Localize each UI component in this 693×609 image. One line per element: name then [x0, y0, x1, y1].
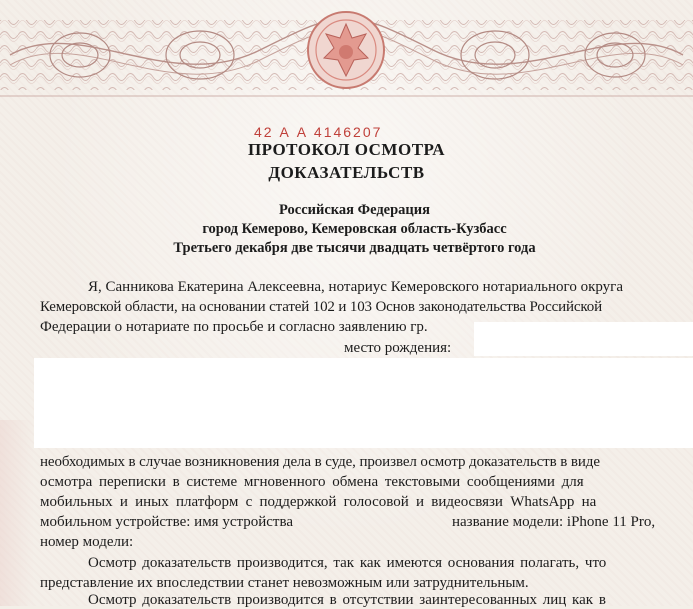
ornamental-border-icon — [0, 0, 693, 118]
paragraph2-line5: номер модели: — [40, 534, 134, 550]
paragraph4-line1: Осмотр доказательств производится в отсутствии заинтересованных лиц как в — [88, 592, 606, 608]
paragraph1-line1: Я, Санникова Екатерина Алексеевна, нотариус Кемеровского нотариального округа — [88, 279, 623, 295]
redaction-block-large — [34, 358, 693, 448]
paragraph3-line2: представление их впоследствии станет невозможным или затруднительным. — [40, 575, 529, 591]
header-date: Третьего декабря две тысячи двадцать четвёртого года — [173, 240, 536, 256]
form-serial-number: 42 А А 4146207 — [254, 124, 383, 140]
paragraph2-line4: мобильном устройстве: имя устройства — [40, 514, 294, 530]
paper-edge-shade — [0, 420, 34, 606]
header-country: Российская Федерация — [279, 202, 430, 218]
paragraph1-line3: Федерации о нотариате по просьбе и согласно заявлению гр. — [40, 319, 428, 335]
paragraph2-model: название модели: iPhone 11 Pro, — [452, 514, 656, 530]
paragraph2-line2: осмотра переписки в системе мгновенного обмена текстовыми сообщениями для — [40, 474, 584, 490]
document-title-line2: ДОКАЗАТЕЛЬСТВ — [268, 163, 425, 182]
paragraph2-line1: необходимых в случае возникновения дела в суде, произвел осмотр доказательств в виде — [40, 454, 600, 470]
russian-emblem-icon — [308, 12, 384, 88]
paragraph1-line4: место рождения: — [344, 340, 452, 356]
paragraph2-line3: мобильных и иных платформ с поддержкой голосовой и видеосвязи WhatsApp на — [40, 494, 597, 510]
redaction-block — [474, 322, 693, 356]
paragraph1-line2: Кемеровской области, на основании статей 102 и 103 Основ законодательства Российской — [40, 299, 602, 315]
header-city: город Кемерово, Кемеровская область-Кузбасс — [202, 221, 507, 237]
document-title: ПРОТОКОЛ ОСМОТРА — [247, 140, 446, 159]
paragraph3-line1: Осмотр доказательств производится, так как имеются основания полагать, что — [88, 555, 607, 571]
